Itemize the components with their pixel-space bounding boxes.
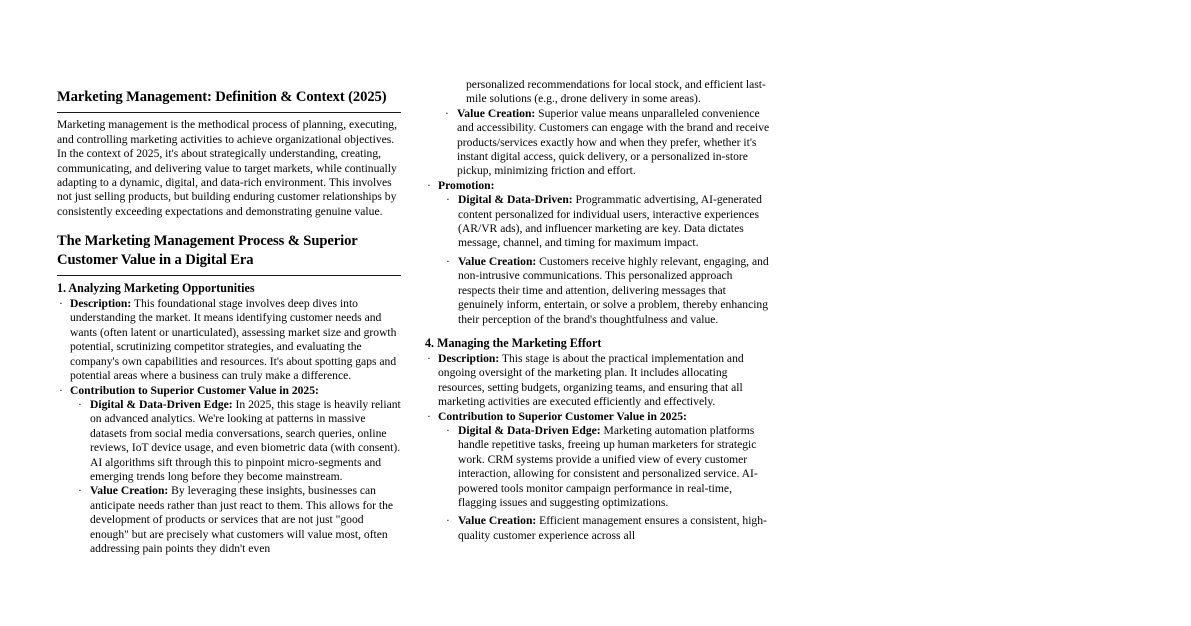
spacer bbox=[425, 327, 770, 336]
list-item bbox=[75, 398, 402, 484]
promotion-digital-text: Programmatic advertising, AI-generated content personalized for individual users, interactive experiences (AR/VR ads), and influencer marketing are key. Data dictates message, channel, and timing for maximum impact. bbox=[458, 193, 762, 250]
bullet-glyph: · bbox=[446, 514, 450, 528]
spacer bbox=[57, 219, 402, 232]
intro-paragraph: Marketing management is the methodical process of planning, executing, and controlling marketing activities to achieve organizational objectives. In the context of 2025, it's about strategically understanding, creating, communicating, and delivering value to target markets, while continually adapting to a dynamic, digital, and data-rich environment. This involves not just selling products, but building enduring customer relationships by consistently exceeding expectations and demonstrating genuine value. bbox=[57, 118, 397, 218]
bullet-glyph: · bbox=[446, 254, 450, 268]
list-item bbox=[443, 255, 770, 327]
value-creation-label: Value Creation: bbox=[90, 484, 169, 498]
promotion-list bbox=[425, 179, 770, 327]
digital-edge-label: Digital & Data-Driven Edge: bbox=[90, 397, 233, 411]
list-item bbox=[443, 514, 770, 543]
nested-list-wrapper bbox=[70, 398, 402, 556]
bullet-glyph: · bbox=[427, 409, 431, 423]
subsection-4-sublist bbox=[443, 424, 770, 543]
description-text: This foundational stage involves deep dives into understanding the market. It means identifying customer needs and wants (often latent or unarticulated), assessing market size and growth potential, scrutinizing competitor strategies, and evaluating the company's own capabilities and resources. It's about spotting gaps and potential areas where a business can truly make a difference. bbox=[70, 297, 397, 383]
bullet-glyph: · bbox=[446, 423, 450, 437]
bullet-glyph: · bbox=[78, 484, 82, 498]
place-sublist bbox=[425, 107, 770, 179]
value-creation-text: Efficient management ensures a consistent, high-quality customer experience across all bbox=[458, 514, 767, 542]
promotion-sublist bbox=[443, 193, 770, 327]
list-item bbox=[75, 484, 402, 556]
contribution-label: Contribution to Superior Customer Value in 2025: bbox=[70, 383, 319, 397]
place-value-text: Superior value means unparalleled convenience and accessibility. Customers can engage with the brand and receive products/services exactly how and when they prefer, whether it's instant digital access, quick delivery, or a personalized in-store pickup, minimizing friction and effort. bbox=[457, 106, 770, 178]
promotion-digital-label: Digital & Data-Driven: bbox=[458, 193, 573, 207]
bullet-glyph: · bbox=[445, 106, 449, 120]
description-label: Description: bbox=[70, 297, 132, 311]
list-item bbox=[425, 179, 770, 327]
list-item bbox=[425, 410, 770, 544]
list-item bbox=[57, 384, 402, 557]
description-text: This stage is about the practical implementation and ongoing oversight of the marketing plan. It includes allocating resources, setting budgets, organizing teams, and ensuring that all marketing activities are executed efficiently and effectively. bbox=[438, 351, 744, 409]
page-title: Marketing Management: Definition & Context (2025) bbox=[57, 89, 387, 105]
subsection-4-heading: 4. Managing the Marketing Effort bbox=[425, 335, 602, 350]
subsection-1-sublist bbox=[75, 398, 402, 556]
list-item bbox=[443, 424, 770, 510]
value-creation-text: By leveraging these insights, businesses can anticipate needs rather than just react to them. This allows for the development of products or services that are not just "good enough" but are precisely what customers will value most, often addressing pain points they didn't even bbox=[90, 484, 394, 555]
promotion-value-text: Customers receive highly relevant, engaging, and non-intrusive communications. This personalized approach respects their time and attention, delivering messages that genuinely inform, entertain, or solve a problem, thereby enhancing their perception of the brand's thoughtfulness and value. bbox=[458, 254, 769, 326]
bullet-glyph: · bbox=[59, 383, 63, 397]
subsection-4-list bbox=[425, 352, 770, 543]
subsection-1-heading: 1. Analyzing Marketing Opportunities bbox=[57, 281, 255, 296]
promotion-label: Promotion: bbox=[438, 178, 495, 192]
subsection-1-list bbox=[57, 297, 402, 556]
title-divider bbox=[57, 112, 401, 113]
bullet-glyph: · bbox=[427, 351, 431, 365]
place-value-label: Value Creation: bbox=[457, 106, 536, 120]
contribution-label: Contribution to Superior Customer Value in 2025: bbox=[438, 409, 687, 423]
bullet-glyph: · bbox=[78, 397, 82, 411]
process-section-heading: The Marketing Management Process & Superior Customer Value in a Digital Era bbox=[57, 233, 358, 268]
digital-edge-text: Marketing automation platforms handle repetitive tasks, freeing up human marketers for strategic work. CRM systems provide a unified view of every customer interaction, allowing for consistent and personalized service. AI-powered tools monitor campaign performance in real-time, flagging issues and suggesting optimizations. bbox=[458, 423, 758, 509]
continuation-fragment: personalized recommendations for local stock, and efficient last-mile solutions (e.g., drone delivery in some areas). bbox=[466, 78, 766, 106]
list-item bbox=[57, 297, 402, 383]
nested-list-wrapper bbox=[438, 193, 770, 327]
list-item bbox=[443, 193, 770, 251]
nested-list-wrapper bbox=[438, 424, 770, 543]
list-item bbox=[425, 352, 770, 410]
right-column bbox=[425, 0, 770, 626]
section-divider bbox=[57, 275, 401, 276]
digital-edge-label: Digital & Data-Driven Edge: bbox=[458, 423, 601, 437]
promotion-value-label: Value Creation: bbox=[458, 254, 537, 268]
bullet-glyph: · bbox=[427, 178, 431, 192]
bullet-glyph: · bbox=[59, 297, 63, 311]
left-column bbox=[57, 0, 402, 626]
digital-edge-text: In 2025, this stage is heavily reliant on advanced analytics. We're looking at patterns in massive datasets from social media conversations, search queries, online reviews, IoT device usage, and even biometric data (with consent). AI algorithms sift through this to pinpoint micro-segments and emerging trends long before they become mainstream. bbox=[90, 397, 401, 483]
bullet-glyph: · bbox=[446, 193, 450, 207]
list-item bbox=[442, 107, 770, 179]
description-label: Description: bbox=[438, 351, 500, 365]
value-creation-label: Value Creation: bbox=[458, 514, 537, 528]
